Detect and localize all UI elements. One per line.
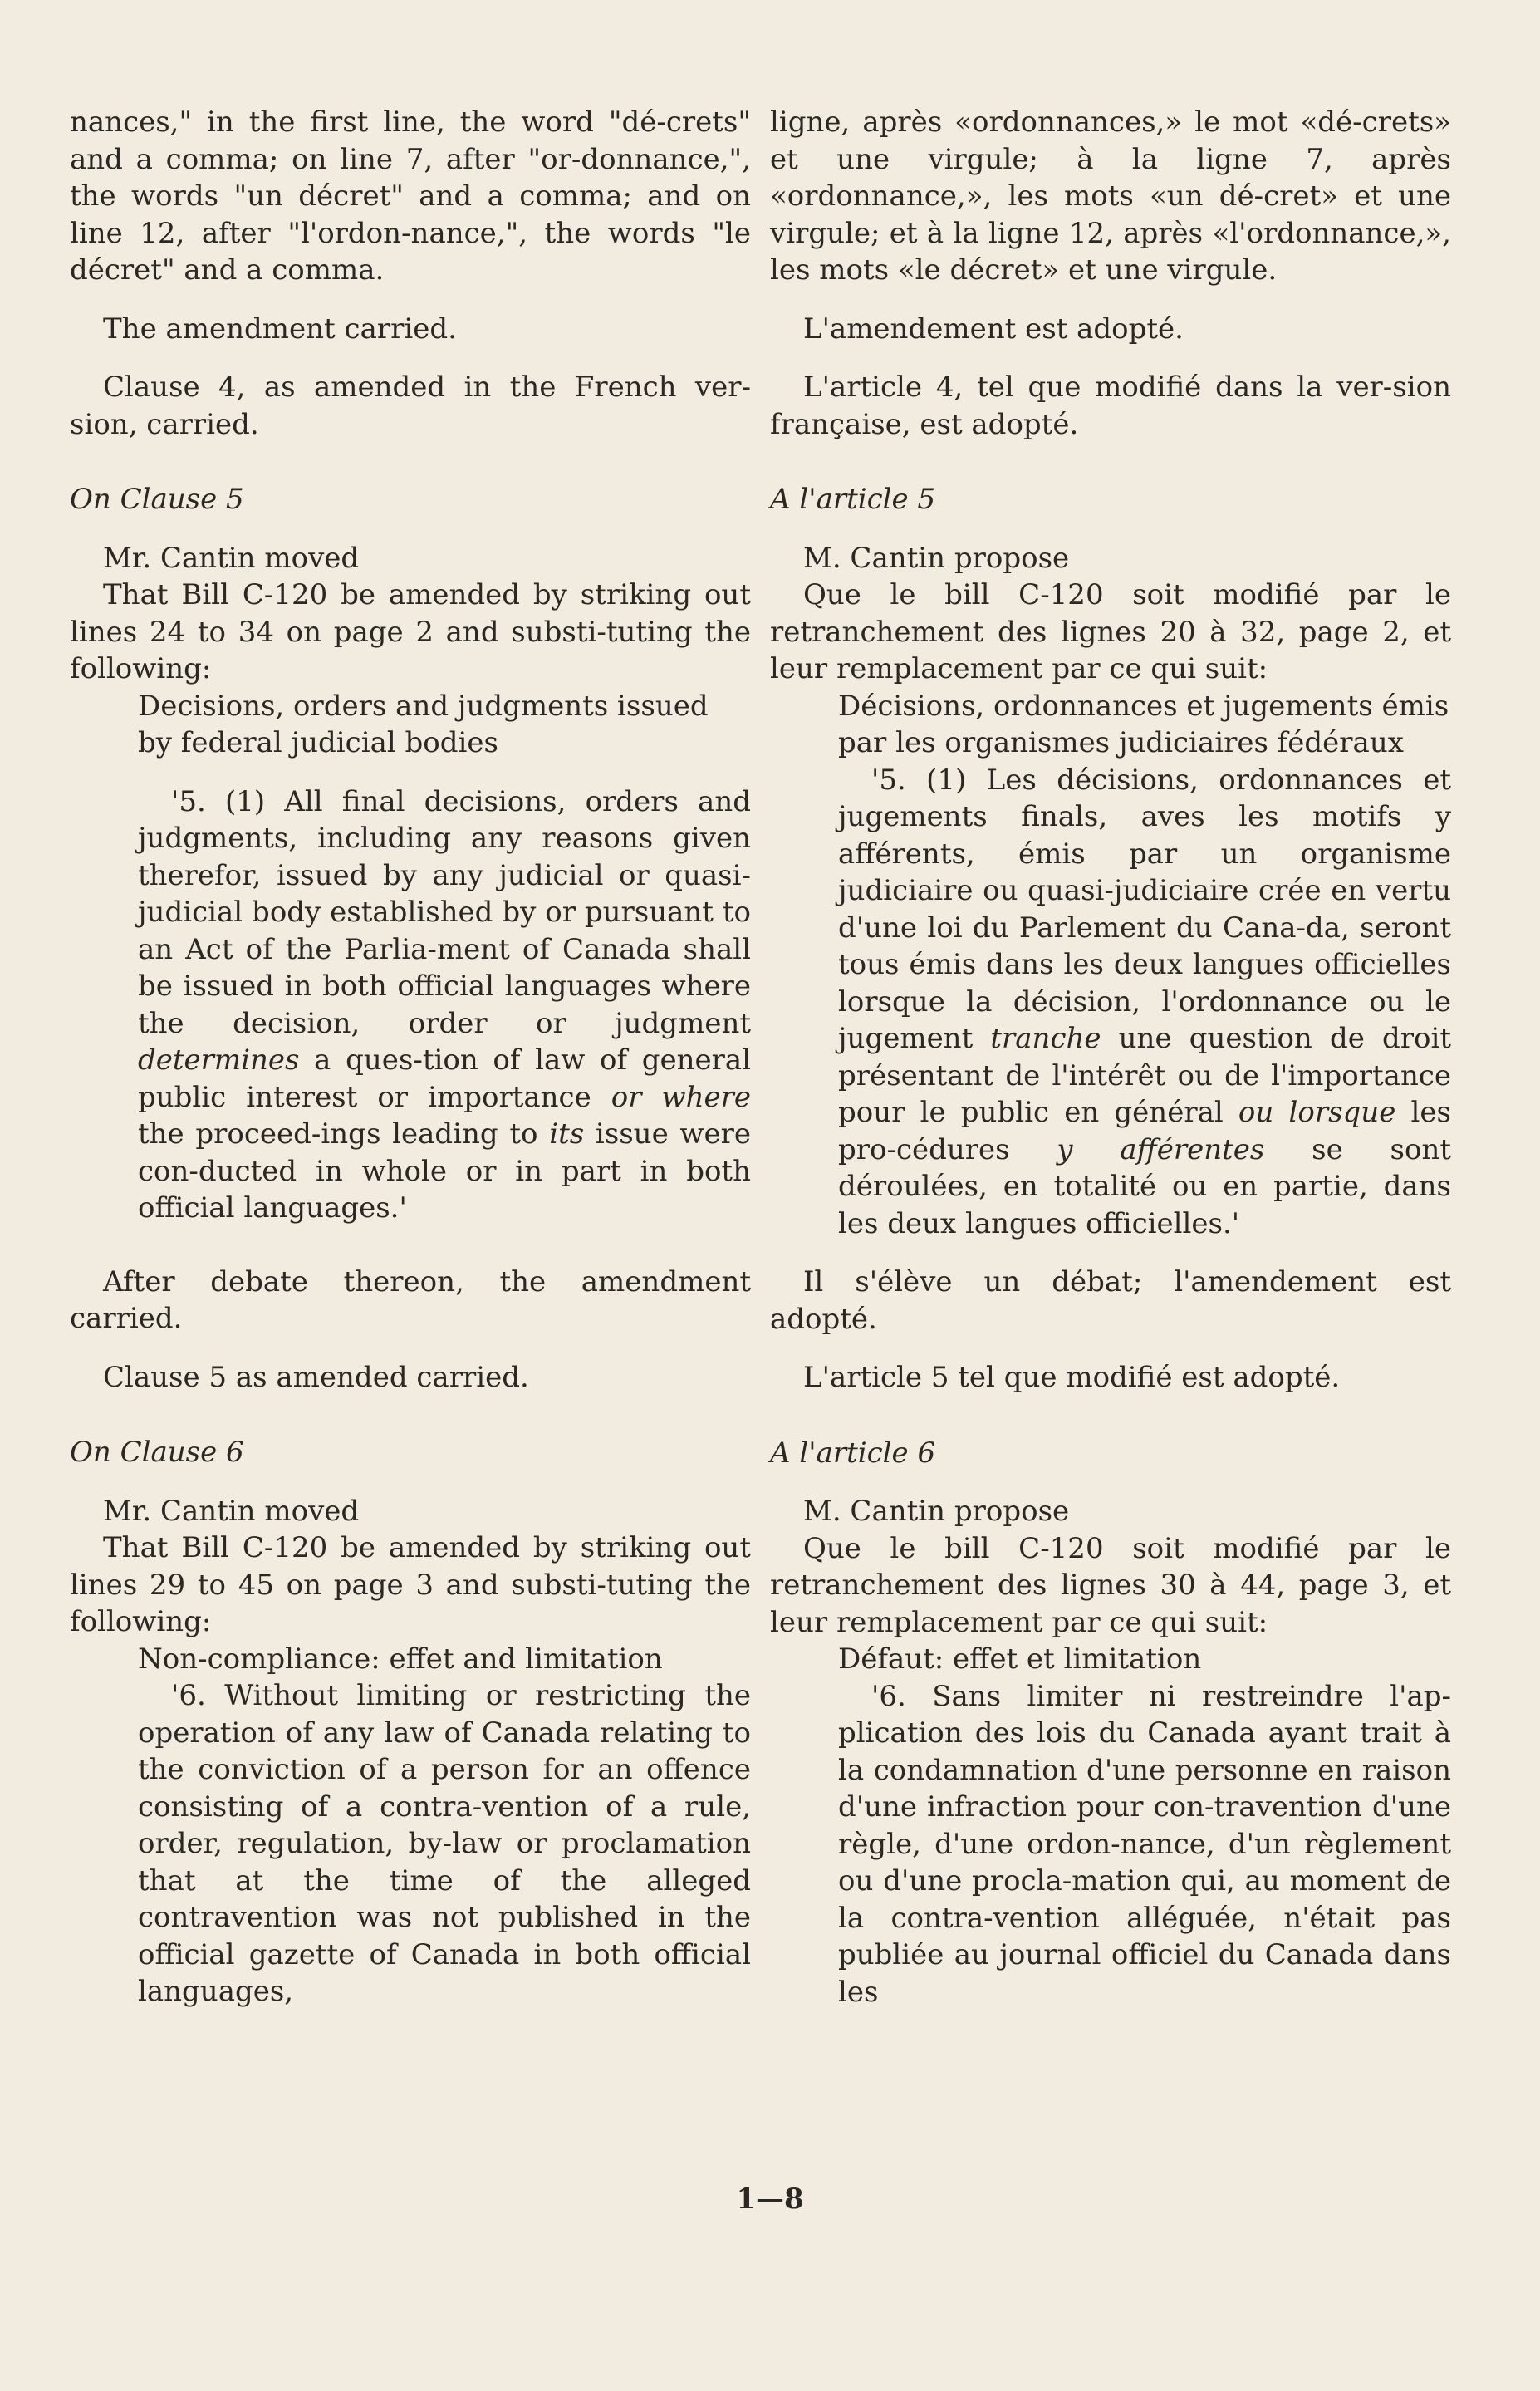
mover-line: M. Cantin propose — [803, 541, 1070, 575]
english-column — [70, 104, 751, 2011]
clause-result: L'article 4, tel que modifié dans la ver-sion française, est adopté. — [770, 371, 1451, 441]
clause-result: Clause 4, as amended in the French ver-sion, carried. — [70, 371, 751, 441]
motion-text: Que le bill C-120 soit modifié par le retranchement des lignes 20 à 32, page 2, et leur remplacement par ce qui suit: — [770, 578, 1451, 685]
mover-line: Mr. Cantin moved — [103, 1494, 360, 1528]
debate-result: Il s'élève un débat; l'amendement est adopté. — [770, 1265, 1451, 1336]
amendment-result: L'amendement est adopté. — [803, 312, 1184, 346]
quoted-clause-text: '6. Sans limiter ni restreindre l'ap-plication des lois du Canada ayant trait à la condamnation d'une personne en raison d'une infraction pour con-travention d'une règle, d'une ordon-nance, d'un règlement ou d'une procla-mation qui, au moment de la contra-vention alléguée, n'était pas publiée au journal officiel du Canada dans les — [838, 1679, 1451, 2009]
clause-6-heading: A l'article 6 — [770, 1436, 936, 1470]
motion-text: Que le bill C-120 soit modifié par le retranchement des lignes 30 à 44, page 3, et leur remplacement par ce qui suit: — [770, 1531, 1451, 1639]
quoted-marginal-note: Décisions, ordonnances et jugements émis par les organismes judiciaires fédéraux — [838, 689, 1449, 759]
motion-text: That Bill C-120 be amended by striking out lines 24 to 34 on page 2 and substi-tuting the following: — [70, 578, 751, 685]
quoted-clause-text: '6. Without limiting or restricting the operation of any law of Canada relating to the conviction of a person for an offence consisting of a contra-vention of a rule, order, regulation, by-law or proclamation that at the time of the alleged contravention was not published in the official gazette of Canada in both official languages, — [138, 1679, 751, 2008]
page-number: 1—8 — [736, 2182, 804, 2216]
quoted-marginal-note: Decisions, orders and judgments issued by federal judicial bodies — [138, 689, 709, 759]
clause-5-heading: On Clause 5 — [70, 483, 244, 516]
quoted-clause-text: '5. (1) All final decisions, orders and judgments, including any reasons given therefor, issued by any judicial or quasi-judicial body established by or pursuant to an Act of the Parlia-ment of Canada shall be issued in both official languages where the decision, order or judgment determines a ques-tion of law of general public interest or importance or where the proceed-ings leading to its issue were con-ducted in whole or in part in both official languages.' — [138, 784, 751, 1225]
mover-line: Mr. Cantin moved — [103, 541, 360, 575]
quoted-marginal-note: Défaut: effet et limitation — [838, 1642, 1202, 1676]
french-column — [770, 104, 1451, 2011]
mover-line: M. Cantin propose — [803, 1495, 1070, 1528]
clause-result: Clause 5 as amended carried. — [103, 1360, 529, 1394]
motion-text: That Bill C-120 be amended by striking out lines 29 to 45 on page 3 and substi-tuting the following: — [70, 1531, 751, 1638]
clause-5-heading: A l'article 5 — [770, 483, 936, 516]
quoted-marginal-note: Non-compliance: effet and limitation — [138, 1642, 663, 1676]
quoted-clause-text: '5. (1) Les décisions, ordonnances et jugements finals, aves les motifs y afférents, émis par un organisme judiciaire ou quasi-judiciaire crée en vertu d'une loi du Parlement du Cana-da, seront tous émis dans les deux langues officielles lorsque la décision, l'ordonnance ou le jugement tranche une question de droit présentant de l'intérêt ou de l'importance pour le public en général ou lorsque les pro-cédures y afférentes se sont déroulées, en totalité ou en partie, dans les deux langues officielles.' — [838, 763, 1451, 1240]
clause-6-heading: On Clause 6 — [70, 1436, 244, 1469]
clause-result: L'article 5 tel que modifié est adopté. — [803, 1361, 1341, 1394]
debate-result: After debate thereon, the amendment carried. — [70, 1264, 751, 1335]
continued-paragraph: ligne, après «ordonnances,» le mot «dé-crets» et une virgule; à la ligne 7, après «ordonnance,», les mots «un dé-cret» et une virgule; et à la ligne 12, après «l'ordonnance,», les mots «le décret» et une virgule. — [770, 106, 1451, 287]
amendment-result: The amendment carried. — [103, 312, 457, 346]
continued-paragraph: nances," in the first line, the word "dé-crets" and a comma; on line 7, after "or-donnance,", the words "un décret" and a comma; and on line 12, after "l'ordon-nance,", the words "le décret" and a comma. — [70, 106, 751, 287]
